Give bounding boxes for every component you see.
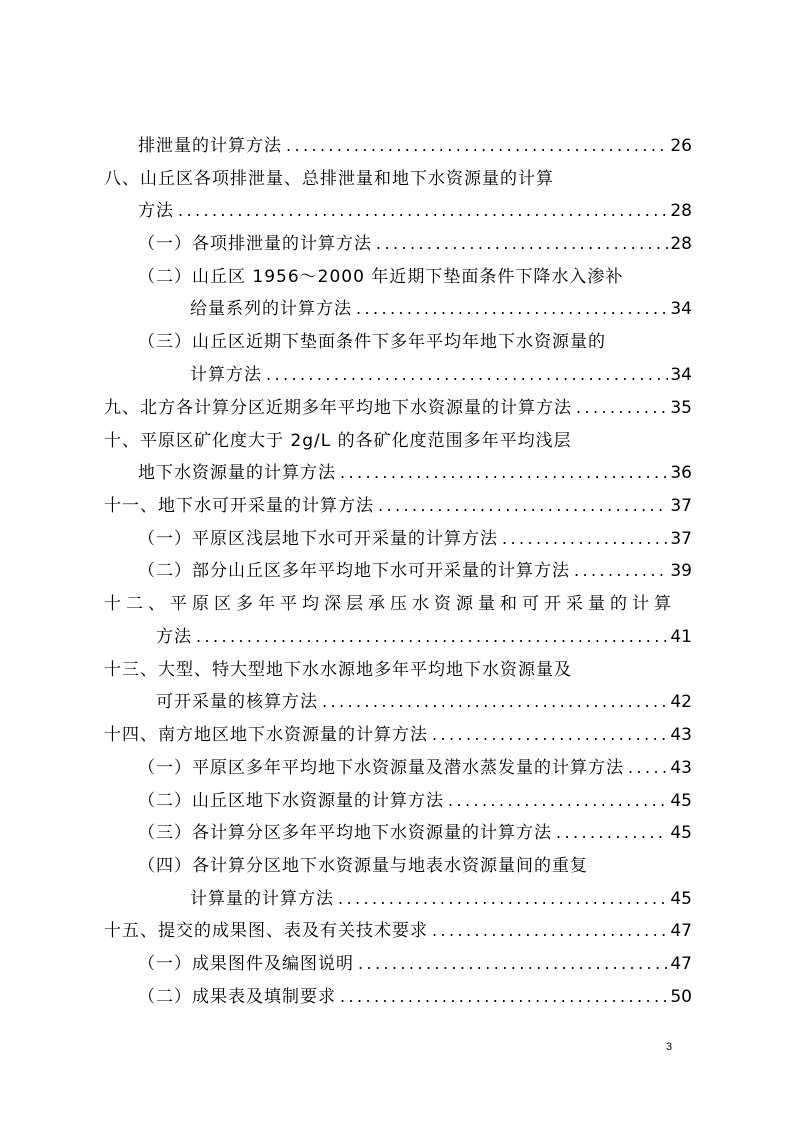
toc-entry[interactable] bbox=[104, 917, 692, 945]
toc-entry[interactable] bbox=[104, 492, 692, 520]
toc-entry-title: 方法 bbox=[156, 627, 192, 647]
toc-entry[interactable] bbox=[138, 819, 692, 847]
toc-leader-dots bbox=[340, 459, 668, 487]
toc-leader-dots bbox=[432, 721, 668, 749]
toc-entry[interactable] bbox=[138, 197, 692, 225]
toc-entry-title: 十五、提交的成果图、表及有关技术要求 bbox=[104, 921, 428, 941]
toc-entry[interactable] bbox=[138, 754, 692, 782]
toc-leader-dots bbox=[178, 197, 668, 225]
toc-entry[interactable] bbox=[190, 885, 692, 913]
toc-page-number: 37 bbox=[670, 529, 692, 549]
toc-entry-title: 计算量的计算方法 bbox=[190, 889, 334, 909]
toc-entry-title: 地下水资源量的计算方法 bbox=[138, 463, 336, 483]
toc-page-number: 45 bbox=[670, 791, 692, 811]
toc-entry[interactable] bbox=[156, 688, 692, 716]
toc-leader-dots bbox=[432, 917, 668, 945]
toc-page-number: 45 bbox=[670, 889, 692, 909]
toc-entry[interactable] bbox=[138, 950, 692, 978]
toc-leader-dots bbox=[340, 983, 668, 1011]
toc-section-heading[interactable]: 十、平原区矿化度大于 2g/L 的各矿化度范围多年平均浅层 bbox=[104, 431, 572, 451]
toc-section-heading[interactable]: 十三、大型、特大型地下水水源地多年平均地下水资源量及 bbox=[104, 660, 572, 680]
toc-entry-title: （一）成果图件及编图说明 bbox=[138, 954, 354, 974]
toc-subsection-heading[interactable]: （四）各计算分区地下水资源量与地表水资源量间的重复 bbox=[138, 856, 588, 876]
toc-entry[interactable] bbox=[138, 525, 692, 553]
toc-entry[interactable] bbox=[104, 721, 692, 749]
toc-entry-title: 给量系列的计算方法 bbox=[190, 299, 352, 319]
toc-leader-dots bbox=[628, 754, 668, 782]
toc-leader-dots bbox=[338, 885, 668, 913]
toc-entry-title: （二）成果表及填制要求 bbox=[138, 987, 336, 1007]
toc-page-number: 36 bbox=[670, 463, 692, 483]
toc-entry-title: 排泄量的计算方法 bbox=[138, 136, 282, 156]
toc-entry[interactable] bbox=[138, 983, 692, 1011]
toc-leader-dots bbox=[376, 230, 668, 258]
toc-subsection-heading[interactable]: （三）山丘区近期下垫面条件下多年平均年地下水资源量的 bbox=[138, 332, 606, 352]
toc-entry-title: （三）各计算分区多年平均地下水资源量的计算方法 bbox=[138, 823, 552, 843]
toc-entry[interactable] bbox=[156, 623, 692, 651]
toc-page-number: 26 bbox=[670, 136, 692, 156]
toc-entry[interactable] bbox=[190, 295, 692, 323]
toc-page-number: 34 bbox=[670, 365, 692, 385]
toc-entry-title: 十四、南方地区地下水资源量的计算方法 bbox=[104, 725, 428, 745]
toc-leader-dots bbox=[574, 557, 668, 585]
toc-page-number: 45 bbox=[670, 823, 692, 843]
toc-entry-title: 方法 bbox=[138, 201, 174, 221]
toc-page-number: 37 bbox=[670, 496, 692, 516]
toc-page-number: 50 bbox=[670, 987, 692, 1007]
page-footer-number: 3 bbox=[666, 1041, 673, 1053]
toc-leader-dots bbox=[502, 525, 668, 553]
toc-leader-dots bbox=[448, 787, 668, 815]
toc-entry[interactable] bbox=[190, 361, 692, 389]
toc-page-number: 47 bbox=[670, 921, 692, 941]
toc-entry-title: （一）各项排泄量的计算方法 bbox=[138, 234, 372, 254]
toc-leader-dots bbox=[556, 819, 668, 847]
toc-entry-title: 计算方法 bbox=[190, 365, 262, 385]
toc-subsection-heading[interactable]: （二）山丘区 1956～2000 年近期下垫面条件下降水入渗补 bbox=[138, 267, 624, 287]
toc-section-heading[interactable]: 八、山丘区各项排泄量、总排泄量和地下水资源量的计算 bbox=[104, 169, 554, 189]
toc-page-number: 34 bbox=[670, 299, 692, 319]
toc-leader-dots bbox=[356, 295, 668, 323]
toc-page-number: 43 bbox=[670, 758, 692, 778]
toc-entry-title: （二）部分山丘区多年平均地下水可开采量的计算方法 bbox=[138, 561, 570, 581]
toc-leader-dots bbox=[322, 688, 668, 716]
toc-entry[interactable] bbox=[138, 132, 692, 160]
toc-page-number: 28 bbox=[670, 234, 692, 254]
toc-leader-dots bbox=[378, 492, 668, 520]
toc-leader-dots bbox=[286, 132, 668, 160]
toc-entry-title: 十一、地下水可开采量的计算方法 bbox=[104, 496, 374, 516]
toc-page-number: 42 bbox=[670, 692, 692, 712]
toc-entry[interactable] bbox=[138, 459, 692, 487]
toc-page-number: 47 bbox=[670, 954, 692, 974]
toc-entry[interactable] bbox=[138, 787, 692, 815]
toc-entry-title: （一）平原区多年平均地下水资源量及潜水蒸发量的计算方法 bbox=[138, 758, 624, 778]
toc-entry[interactable] bbox=[104, 394, 692, 422]
toc-entry-title: （二）山丘区地下水资源量的计算方法 bbox=[138, 791, 444, 811]
toc-entry[interactable] bbox=[138, 557, 692, 585]
toc-section-heading[interactable]: 十二、平原区多年平均深层承压水资源量和可开采量的计算 bbox=[104, 594, 676, 614]
toc-entry-title: 九、北方各计算分区近期多年平均地下水资源量的计算方法 bbox=[104, 398, 572, 418]
toc-page-number: 41 bbox=[670, 627, 692, 647]
toc-leader-dots bbox=[196, 623, 668, 651]
toc-page-number: 39 bbox=[670, 561, 692, 581]
toc-leader-dots bbox=[576, 394, 668, 422]
toc-leader-dots bbox=[358, 950, 668, 978]
toc-page-number: 43 bbox=[670, 725, 692, 745]
toc-leader-dots bbox=[266, 361, 668, 389]
toc-page-number: 28 bbox=[670, 201, 692, 221]
toc-entry-title: （一）平原区浅层地下水可开采量的计算方法 bbox=[138, 529, 498, 549]
toc-page-number: 35 bbox=[670, 398, 692, 418]
toc-entry-title: 可开采量的核算方法 bbox=[156, 692, 318, 712]
toc-entry[interactable] bbox=[138, 230, 692, 258]
